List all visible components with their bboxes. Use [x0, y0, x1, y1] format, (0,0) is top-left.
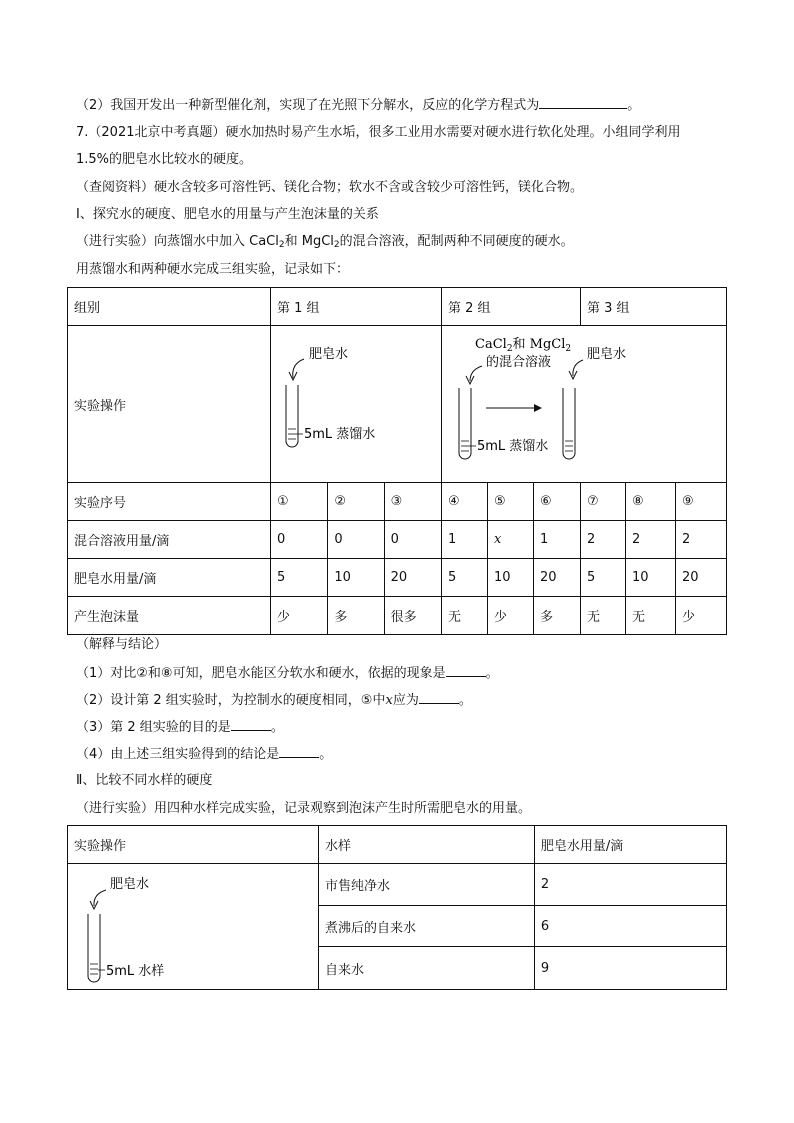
cell: 少	[488, 597, 534, 635]
mix-label-line-1: CaCl$_2$和 MgCl$_2$	[475, 337, 572, 354]
question-2	[76, 691, 472, 710]
header-cell: 肥皂水用量/滴	[534, 826, 726, 864]
cell: 20	[384, 559, 441, 597]
experiment-line	[76, 233, 574, 254]
sample-label: 5mL 水样	[106, 964, 165, 979]
text: （2）设计第 2 组实验时，为控制水的硬度相同，⑤中	[76, 693, 386, 708]
table-row	[68, 559, 727, 597]
experiment-table-2	[67, 825, 727, 990]
answer-blank[interactable]	[231, 718, 271, 731]
question-7-line-2: 1.5%的肥皂水比较水的硬度。	[76, 152, 253, 167]
text: （1）对比②和⑧可知，肥皂水能区分软水和硬水，依据的现象是	[76, 666, 446, 681]
cell: 多	[328, 597, 384, 635]
cell: x	[488, 521, 534, 559]
cell: 2	[581, 521, 626, 559]
water-label: 5mL 蒸馏水	[477, 439, 549, 454]
text: （2）我国开发出一种新型催化剂，实现了在光照下分解水，反应的化学方程式为	[76, 98, 540, 113]
cell: 无	[581, 597, 626, 635]
text: 。	[458, 693, 472, 708]
table-header-row	[68, 288, 727, 326]
question-7-line-1: 7.（2021北京中考真题）硬水加热时易产生水垢，很多工业用水需要对硬水进行软化处理。小组同学利用	[76, 125, 681, 140]
row-label: 实验操作	[68, 326, 271, 483]
cell: 2	[534, 864, 726, 906]
question-4	[76, 745, 332, 764]
cell: 9	[534, 947, 726, 990]
water-label: 5mL 蒸馏水	[304, 427, 376, 442]
row-label: 混合溶液用量/滴	[68, 521, 271, 559]
question-1	[76, 664, 499, 683]
cell: 2	[626, 521, 676, 559]
table-row	[68, 597, 727, 635]
test-tube-diagram-2	[442, 326, 726, 482]
soap-label: 肥皂水	[309, 347, 349, 362]
table-header-row	[68, 826, 727, 864]
header-cell: 第 1 组	[271, 288, 442, 326]
row-label: 肥皂水用量/滴	[68, 559, 271, 597]
variable-x: x	[385, 693, 393, 708]
test-tube-diagram-1	[271, 326, 441, 482]
cell: ③	[384, 483, 441, 521]
mix-label-line-2: 的混合溶液	[486, 355, 552, 370]
reference-line: （查阅资料）硬水含较多可溶性钙、镁化合物；软水不含或含较少可溶性钙，镁化合物。	[76, 180, 584, 195]
cell: 很多	[384, 597, 441, 635]
subscript: 2	[333, 240, 340, 250]
soap-label: 肥皂水	[110, 877, 150, 892]
cell: 5	[271, 559, 328, 597]
record-line: 用蒸馏水和两种硬水完成三组实验，记录如下：	[76, 262, 350, 277]
cell: 0	[328, 521, 384, 559]
cell: 20	[534, 559, 581, 597]
test-tube-diagram-3	[68, 864, 318, 989]
cell: 无	[626, 597, 676, 635]
question-3	[76, 718, 284, 737]
operation-row	[68, 326, 727, 483]
cell: 5	[581, 559, 626, 597]
cell: 1	[442, 521, 488, 559]
cell: 5	[442, 559, 488, 597]
cell: 20	[676, 559, 727, 597]
explanation-heading: （解释与结论）	[76, 637, 168, 652]
cell: 1	[534, 521, 581, 559]
cell: 自来水	[319, 947, 535, 990]
header-cell: 第 2 组	[442, 288, 581, 326]
cell: 0	[271, 521, 328, 559]
table-row	[68, 483, 727, 521]
question-line-2	[76, 96, 640, 115]
subscript: 2	[278, 240, 285, 250]
answer-blank[interactable]	[446, 664, 486, 677]
text: 。	[270, 720, 284, 735]
group-2-3-diagram-cell	[442, 326, 727, 483]
cell: ⑨	[676, 483, 727, 521]
cell: ⑧	[626, 483, 676, 521]
text: 和 MgCl	[284, 234, 334, 249]
experiment-line-2: （进行实验）用四种水样完成实验，记录观察到泡沫产生时所需肥皂水的用量。	[76, 801, 532, 816]
cell: 0	[384, 521, 441, 559]
cell: ④	[442, 483, 488, 521]
cell: 少	[676, 597, 727, 635]
table-row	[68, 864, 727, 906]
cell: ①	[271, 483, 328, 521]
cell: 市售纯净水	[319, 864, 535, 906]
answer-blank[interactable]	[279, 745, 319, 758]
cell: 10	[488, 559, 534, 597]
header-cell: 组别	[68, 288, 271, 326]
diagram-cell	[68, 864, 319, 990]
cell: ⑤	[488, 483, 534, 521]
group-1-diagram-cell	[271, 326, 442, 483]
cell: 无	[442, 597, 488, 635]
text: 。	[485, 666, 499, 681]
cell: 少	[271, 597, 328, 635]
text: （进行实验）向蒸馏水中加入 CaCl	[76, 234, 279, 249]
text: 。	[319, 747, 333, 762]
answer-blank[interactable]	[419, 691, 459, 704]
experiment-table-1	[67, 287, 727, 635]
text: （3）第 2 组实验的目的是	[76, 720, 231, 735]
section-1-heading: Ⅰ、探究水的硬度、肥皂水的用量与产生泡沫量的关系	[76, 207, 379, 222]
header-cell: 实验操作	[68, 826, 319, 864]
text: 的混合溶液，配制两种不同硬度的硬水。	[339, 234, 574, 249]
text: 应为	[392, 693, 419, 708]
cell: 2	[676, 521, 727, 559]
cell: 6	[534, 906, 726, 947]
header-cell: 水样	[319, 826, 535, 864]
cell: 10	[626, 559, 676, 597]
row-label: 实验序号	[68, 483, 271, 521]
row-label: 产生泡沫量	[68, 597, 271, 635]
text: （4）由上述三组实验得到的结论是	[76, 747, 280, 762]
table-row	[68, 521, 727, 559]
cell: 多	[534, 597, 581, 635]
cell: ②	[328, 483, 384, 521]
cell: 10	[328, 559, 384, 597]
header-cell: 第 3 组	[581, 288, 727, 326]
cell: ⑥	[534, 483, 581, 521]
cell: 煮沸后的自来水	[319, 906, 535, 947]
text: 。	[627, 98, 641, 113]
section-2-heading: Ⅱ、比较不同水样的硬度	[76, 773, 213, 788]
answer-blank[interactable]	[539, 96, 627, 109]
soap-label: 肥皂水	[587, 347, 627, 362]
cell: ⑦	[581, 483, 626, 521]
